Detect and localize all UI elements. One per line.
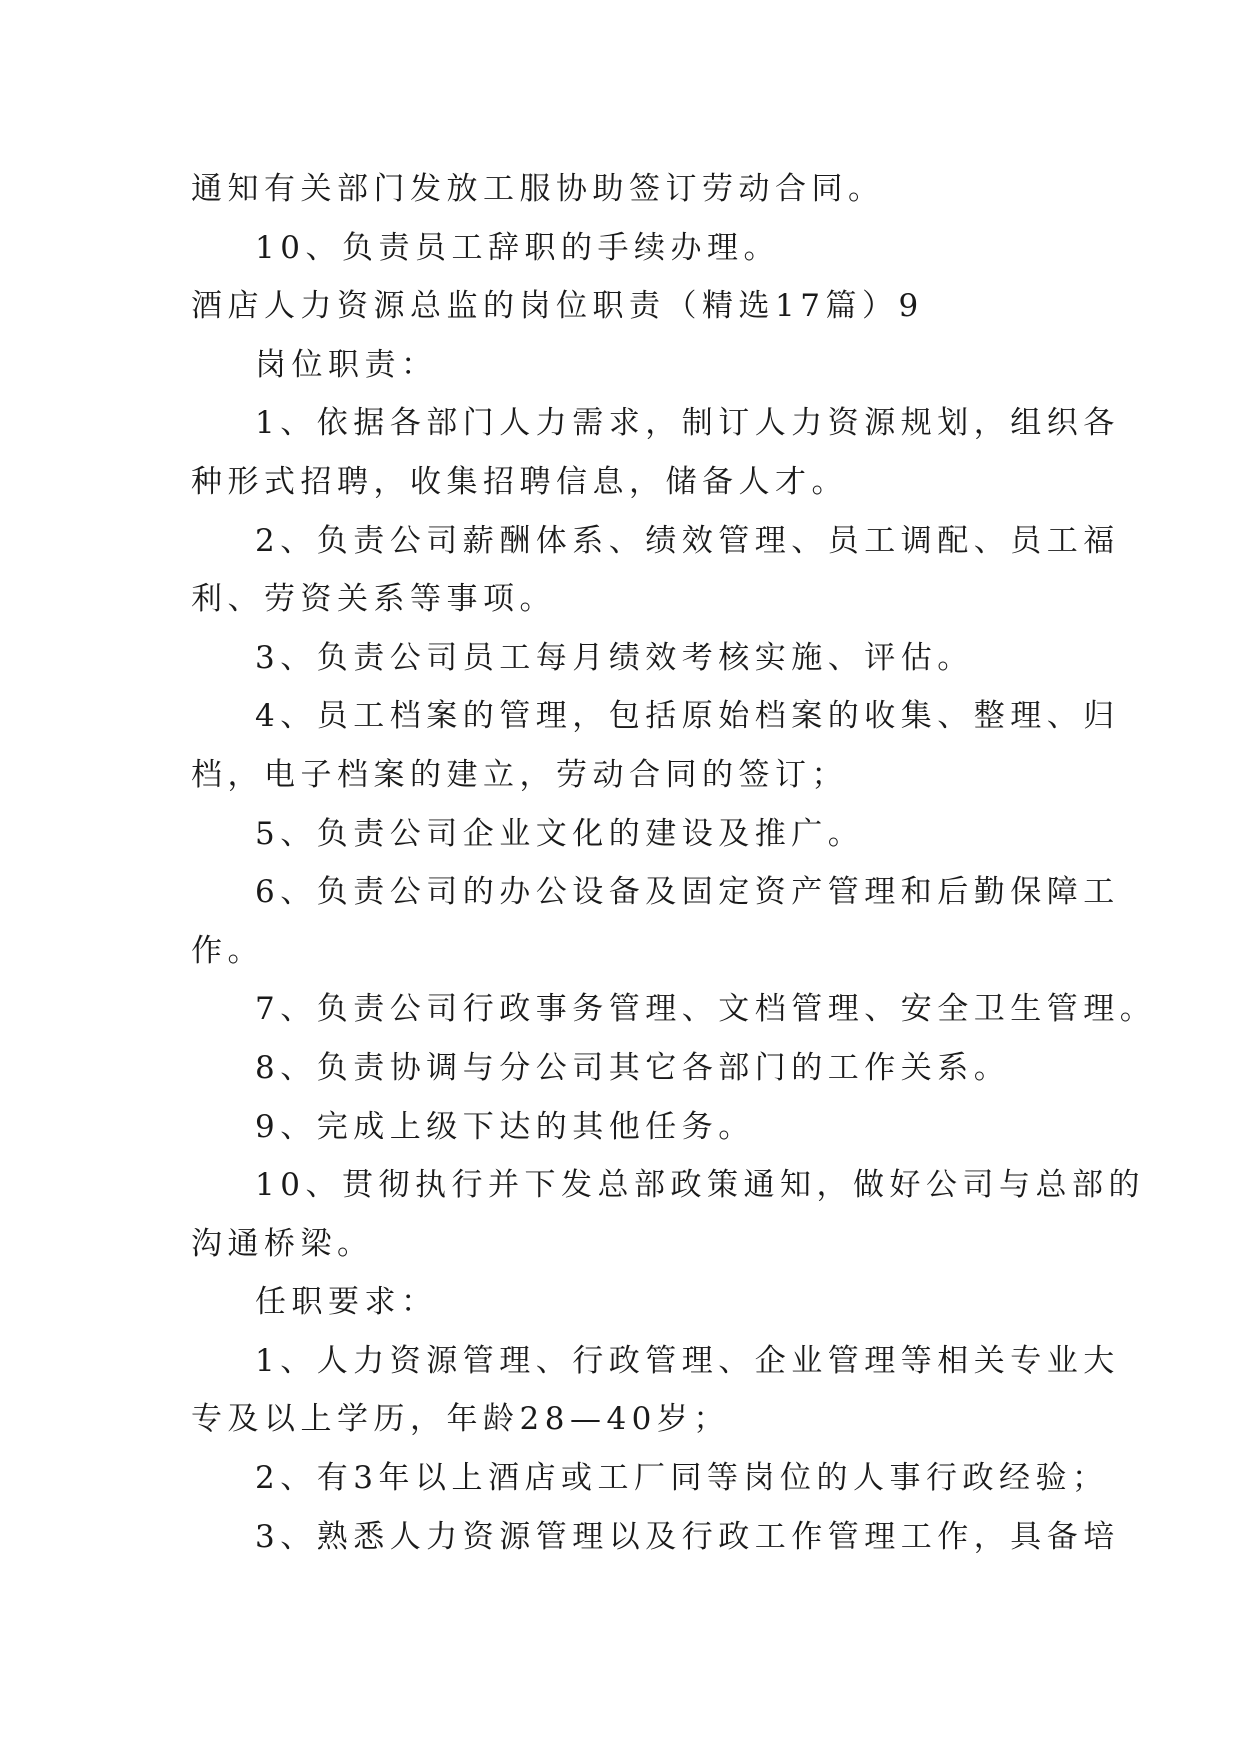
section-heading: 酒店人力资源总监的岗位职责（精选17篇）9 [191, 288, 924, 325]
list-item: 1、依据各部门人力需求，制订人力资源规划，组织各 [255, 405, 1120, 442]
list-item: 1、人力资源管理、行政管理、企业管理等相关专业大 [255, 1342, 1120, 1379]
list-item: 5、负责公司企业文化的建设及推广。 [255, 815, 865, 852]
list-item-continuation: 档，电子档案的建立，劳动合同的签订； [191, 756, 848, 793]
list-item: 2、负责公司薪酬体系、绩效管理、员工调配、员工福 [255, 522, 1120, 559]
subheading-duties: 岗位职责： [255, 346, 438, 383]
list-item: 10、贯彻执行并下发总部政策通知，做好公司与总部的 [255, 1167, 1145, 1204]
list-item: 2、有3年以上酒店或工厂同等岗位的人事行政经验； [255, 1460, 1109, 1497]
list-item-continuation: 利、劳资关系等事项。 [191, 581, 556, 618]
list-item: 3、熟悉人力资源管理以及行政工作管理工作，具备培 [255, 1518, 1120, 1555]
list-item-continuation: 作。 [191, 932, 264, 969]
list-item: 7、负责公司行政事务管理、文档管理、安全卫生管理。 [255, 991, 1157, 1028]
subheading-requirements: 任职要求： [255, 1284, 438, 1321]
list-item: 10、负责员工辞职的手续办理。 [255, 229, 780, 266]
body-line: 通知有关部门发放工服协助签订劳动合同。 [191, 171, 885, 207]
list-item-continuation: 沟通桥梁。 [191, 1225, 374, 1262]
document-body [191, 160, 1157, 1566]
list-item: 6、负责公司的办公设备及固定资产管理和后勤保障工 [255, 874, 1120, 911]
list-item-continuation: 种形式招聘，收集招聘信息，储备人才。 [191, 463, 848, 500]
list-item-continuation: 专及以上学历，年龄28—40岁； [191, 1401, 730, 1438]
list-item: 8、负责协调与分公司其它各部门的工作关系。 [255, 1049, 1011, 1086]
list-item: 3、负责公司员工每月绩效考核实施、评估。 [255, 639, 974, 676]
list-item: 4、员工档案的管理，包括原始档案的收集、整理、归 [255, 698, 1120, 735]
list-item: 9、完成上级下达的其他任务。 [255, 1108, 755, 1145]
